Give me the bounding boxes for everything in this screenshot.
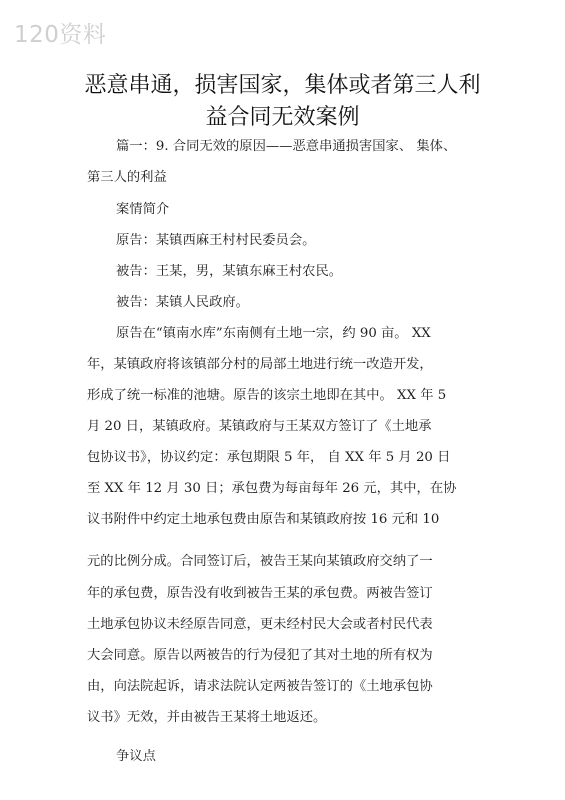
paragraph-line: 形成了统一标准的池塘。原告的该宗土地即在其中。 XX 年 5 — [87, 388, 447, 403]
watermark-logo: 120资料 — [14, 22, 107, 48]
paragraph-line: 第三人的利益 — [87, 170, 167, 185]
section-heading: 争议点 — [116, 749, 156, 764]
paragraph-line: 篇一：9. 合同无效的原因——恶意串通损害国家、 集体、 — [116, 139, 457, 154]
paragraph-line: 原告在“镇南水库”东南侧有土地一宗，约 90 亩。 XX — [116, 326, 431, 341]
paragraph-line: 年的承包费，原告没有收到被告王某的承包费。两被告签订 — [87, 586, 433, 601]
section-heading: 案情简介 — [116, 202, 170, 217]
paragraph-line: 被告：某镇人民政府。 — [116, 295, 249, 310]
paragraph-line: 土地承包协议未经原告同意，更未经村民大会或者村民代表 — [87, 617, 433, 632]
paragraph-line: 由，向法院起诉，请求法院认定两被告签订的《土地承包协 — [87, 679, 433, 694]
paragraph-line: 原告：某镇西麻王村村民委员会。 — [116, 233, 316, 248]
paragraph-line: 月 20 日，某镇政府。某镇政府与王某双方签订了《土地承 — [87, 419, 432, 434]
paragraph-line: 年，某镇政府将该镇部分村的局部土地进行统一改造开发， — [87, 357, 433, 372]
paragraph-line: 至 XX 年 12 月 30 日；承包费为每亩每年 26 元，其中，在协 — [87, 481, 457, 496]
paragraph-line: 被告：王某，男，某镇东麻王村农民。 — [116, 264, 343, 279]
paragraph-line: 大会同意。原告以两被告的行为侵犯了其对土地的所有权为 — [87, 648, 433, 663]
paragraph-line: 议书附件中约定土地承包费由原告和某镇政府按 16 元和 10 — [87, 512, 440, 527]
paragraph-line: 议书》无效，并由被告王某将土地返还。 — [87, 710, 327, 725]
document-title-line-1: 恶意串通，损害国家，集体或者第三人利 — [84, 73, 481, 98]
paragraph-line: 元的比例分成。合同签订后，被告王某向某镇政府交纳了一 — [87, 554, 433, 569]
paragraph-line: 包协议书》，协议约定：承包期限 5 年， 自 XX 年 5 月 20 日 — [87, 450, 451, 465]
document-title-line-2: 益合同无效案例 — [205, 105, 360, 130]
